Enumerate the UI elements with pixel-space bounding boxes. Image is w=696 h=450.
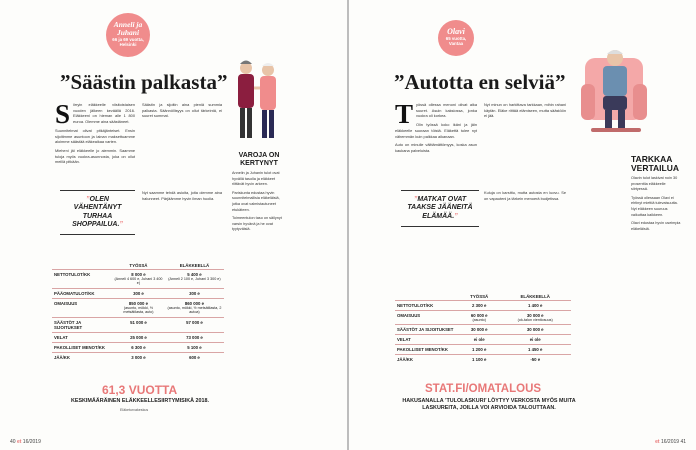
headline: ”Säästin palkasta” [60,70,228,94]
issue-number: 16/2019 [22,439,41,445]
value-working: 2 300 e [459,301,499,311]
table-row [395,355,571,365]
table-header: TYÖSSÄ [129,263,148,268]
magazine-logo: et [16,439,22,445]
body-column-2b [484,190,566,260]
value-working: 8 000 e (Anneli 4 600 e, Juhani 3 400 e) [112,270,165,289]
table-row [395,301,571,311]
value-working: 30 000 e [459,325,499,335]
value-retired: 1 400 e [499,301,571,311]
stat-link[interactable]: STAT.FI/OMATALOUS [425,383,542,395]
sidebar-title: TARKKAA VERTAILUA [631,155,680,173]
row-label: VELAT [52,332,112,342]
pull-quote: ”OLEN VÄHENTÄNYT TURHAA SHOPPAILUA.” [60,190,135,235]
value-working: 25 000 e [112,332,165,342]
value-working: 3 000 e [112,352,165,362]
issue-number: 16/2019 [660,439,680,445]
finance-table [395,293,571,364]
table-row [395,311,571,325]
value-retired: 5 100 e [165,342,224,352]
page-number: 41 [680,439,686,445]
table-header [395,293,459,301]
row-label: SÄÄSTÖT JA SIJOITUKSET [52,317,112,332]
table-header: ELÄKKEELLÄ [179,263,210,268]
stat-caption: KESKIMÄÄRÄINEN ELÄKKEELLESIIRTYMISIKÄ 2018. [70,398,210,404]
badge-age: 65 vuotta, [445,36,467,41]
sidebar-text: Olavi edustaa hyvin useimpia eläkeläisiä. [631,221,681,231]
magazine-logo: et [655,439,660,445]
page-number: 40 [10,439,16,445]
headline: ”Autotta en selviä” [394,70,566,94]
stat-caption: HAKUSANALLA ’TULOLASKURI’ LÖYTYY VERKOSTA MYÖS MUITA LASKUREITA, JOILLA VOI ARVIOIDA TALOUTTAAN. [402,398,576,411]
stat-value: 61,3 VUOTTA [102,383,178,397]
pull-quote: ”MATKAT OVAT TAAKSE JÄÄNEITÄ ELÄMÄÄ.” [401,190,479,227]
sidebar-text: Pariskunta edustaa hyvin suunnitelmallisia eläkeläisiä, jotka ovat valmistautuneet etukäteen. [232,190,280,212]
value-retired: 1 450 e [499,345,571,355]
body-paragraph: Säästin ja sijoitin aina pieniä summia palkasta. Säännöllisyys on ollut tärkeintä, ei suuret summat. [142,102,222,119]
profile-badge-left [106,13,150,57]
value-working: 60 000 e (asunto) [459,311,499,325]
value-retired: 600 e [165,352,224,362]
row-label: NETTOTULOT/KK [395,301,459,311]
sidebar-text: Olavin tulot laskivat noin 30 prosenttia eläkkeelle siirtyessä. [631,176,678,192]
dropcap: T [395,102,414,129]
table-row [52,342,224,352]
value-working: ei ole [459,335,499,345]
body-column-2 [484,102,566,182]
table-header [52,262,112,270]
body-paragraph: Nyt saamme tehdä asioita, joita olemme aina halunneet. Pärjäämme hyvin ilman huolia. [142,190,222,201]
row-label: PÄÄOMATULOT/KK [52,288,112,298]
row-label: JÄÄ/KK [52,352,112,362]
row-label: OMAISUUS [52,298,112,317]
body-column-2 [142,102,222,187]
badge-city: Vantaa [448,41,464,47]
profile-badge-right [438,20,474,56]
row-label: PAKOLLISET MENOT/KK [395,345,459,355]
sidebar-text: Työssä ollessaan Olavi ei ehtinyt miettiä tulevaisuutta. Nyt eläkkeen suuruus vaikuttaa kaikkeen. [631,195,678,217]
sidebar-title: VAROJA ON KERTYNYT [238,152,280,167]
value-working: 6 300 e [112,342,165,352]
body-paragraph: Kuluja on karsittu, mutta autosta en luovu. Se on vapauteni ja tärkein menoerä budjetissa. [484,190,566,201]
page-folio [655,439,686,445]
row-label: JÄÄ/KK [395,355,459,365]
body-paragraph: Mieheni jäi eläkkeelle jo aiemmin. Saamme tuloja myös vuokra-asunnosta, joka on ollut meillä pitkään. [55,147,135,165]
badge-name: Olavi [447,27,465,36]
body-paragraph: Suunnitelmat olivat pitkäjänteiset. Ensin sijoitimme asuntoon ja lainan maksettuamme aloimme säästää eläkeaikaa varten. [55,127,135,145]
badge-age: 66 ja 69 vuotta, [112,37,144,42]
badge-city: Helsinki [119,42,137,48]
table-header: TYÖSSÄ [470,294,489,299]
armchair-illustration [581,28,649,136]
table-row [52,288,224,298]
row-label: PAKOLLISET MENOT/KK [52,342,112,352]
table-row [395,335,571,345]
body-paragraph: Olin työssä koko ikäni ja jäin eläkkeelle suoraan töistä. Eläkettä tulee nyt vähemmän kuin palkkaa aikanaan. [395,122,477,139]
intro-text: yössä ollessa menoni olivat aika suuret. Asuin kaksiossa, jonka vuokra oli korkea. [416,102,477,119]
table-row [52,270,224,289]
value-retired: 5 400 e (Anneli 2 100 e, Juhani 3 300 e) [165,270,224,289]
value-working: 1 200 e [459,345,499,355]
table-row [52,317,224,332]
value-retired: -50 e [499,355,571,365]
value-working: 850 000 e (asunto, mökki, ½ metsätilasta, auto) [112,298,165,317]
sidebar-box [232,152,286,427]
value-retired: 57 000 e [165,317,224,332]
left-page [0,0,347,450]
couple-illustration [228,58,286,146]
value-retired: 300 e [165,288,224,298]
value-retired: 73 000 e [165,332,224,342]
value-working: 300 e [112,288,165,298]
right-page [349,0,696,450]
table-row [395,325,571,335]
coat-shape [238,74,254,108]
row-label: OMAISUUS [395,311,459,325]
intro-text: iirryin eläkkeelle viisitoistaisen vuoden jälkeen keväällä 2016. Eläkkeeni on hieman alle 1 800 euroa. Olemme aina säästäneet. [73,102,135,125]
table-row [52,298,224,317]
table-header: ELÄKKEELLÄ [520,294,550,299]
value-retired: 30 000 e (ok-talon vientiosuus) [499,311,571,325]
value-retired: 30 000 e [499,325,571,335]
page-folio [10,439,41,445]
row-label: NETTOTULOT/KK [52,270,112,289]
body-paragraph: Auto on minulle välttämättömyys, koska asun kaukana palveluista. [395,142,477,153]
shirt-shape [603,66,627,96]
dropcap: S [55,102,71,129]
sidebar-text: Toimeentulon taso on säilynyt varsin hyvänä ja he ovat tyytyväisiä. [232,216,282,232]
row-label: SÄÄSTÖT JA SIJOITUKSET [395,325,459,335]
value-retired: ei ole [499,335,571,345]
table-row [52,352,224,362]
badge-name: Anneli ja Juhani [113,20,143,37]
table-row [395,345,571,355]
finance-table [52,262,224,362]
body-paragraph: Nyt minun on harkittava tarkkaan, mihin rahani käytän. Eläke riittää elämiseen, mutta säästöön ei jää. [484,102,566,119]
sidebar-box [631,155,681,435]
table-row [52,332,224,342]
body-column-2b [142,190,222,250]
stat-source: Eläketurvakeskus [120,408,149,412]
value-working: 1 100 e [459,355,499,365]
value-retired: 860 000 e (asunto, mökki, ½ metsätilasta, 2 autoa) [165,298,224,317]
row-label: VELAT [395,335,459,345]
value-working: 51 000 e [112,317,165,332]
coat-shape [260,76,276,110]
sidebar-text: Annelin ja Juhanin tulot ovat hyvällä tasolla ja eläkkeet riittävät hyvin arkeen. [232,171,280,187]
